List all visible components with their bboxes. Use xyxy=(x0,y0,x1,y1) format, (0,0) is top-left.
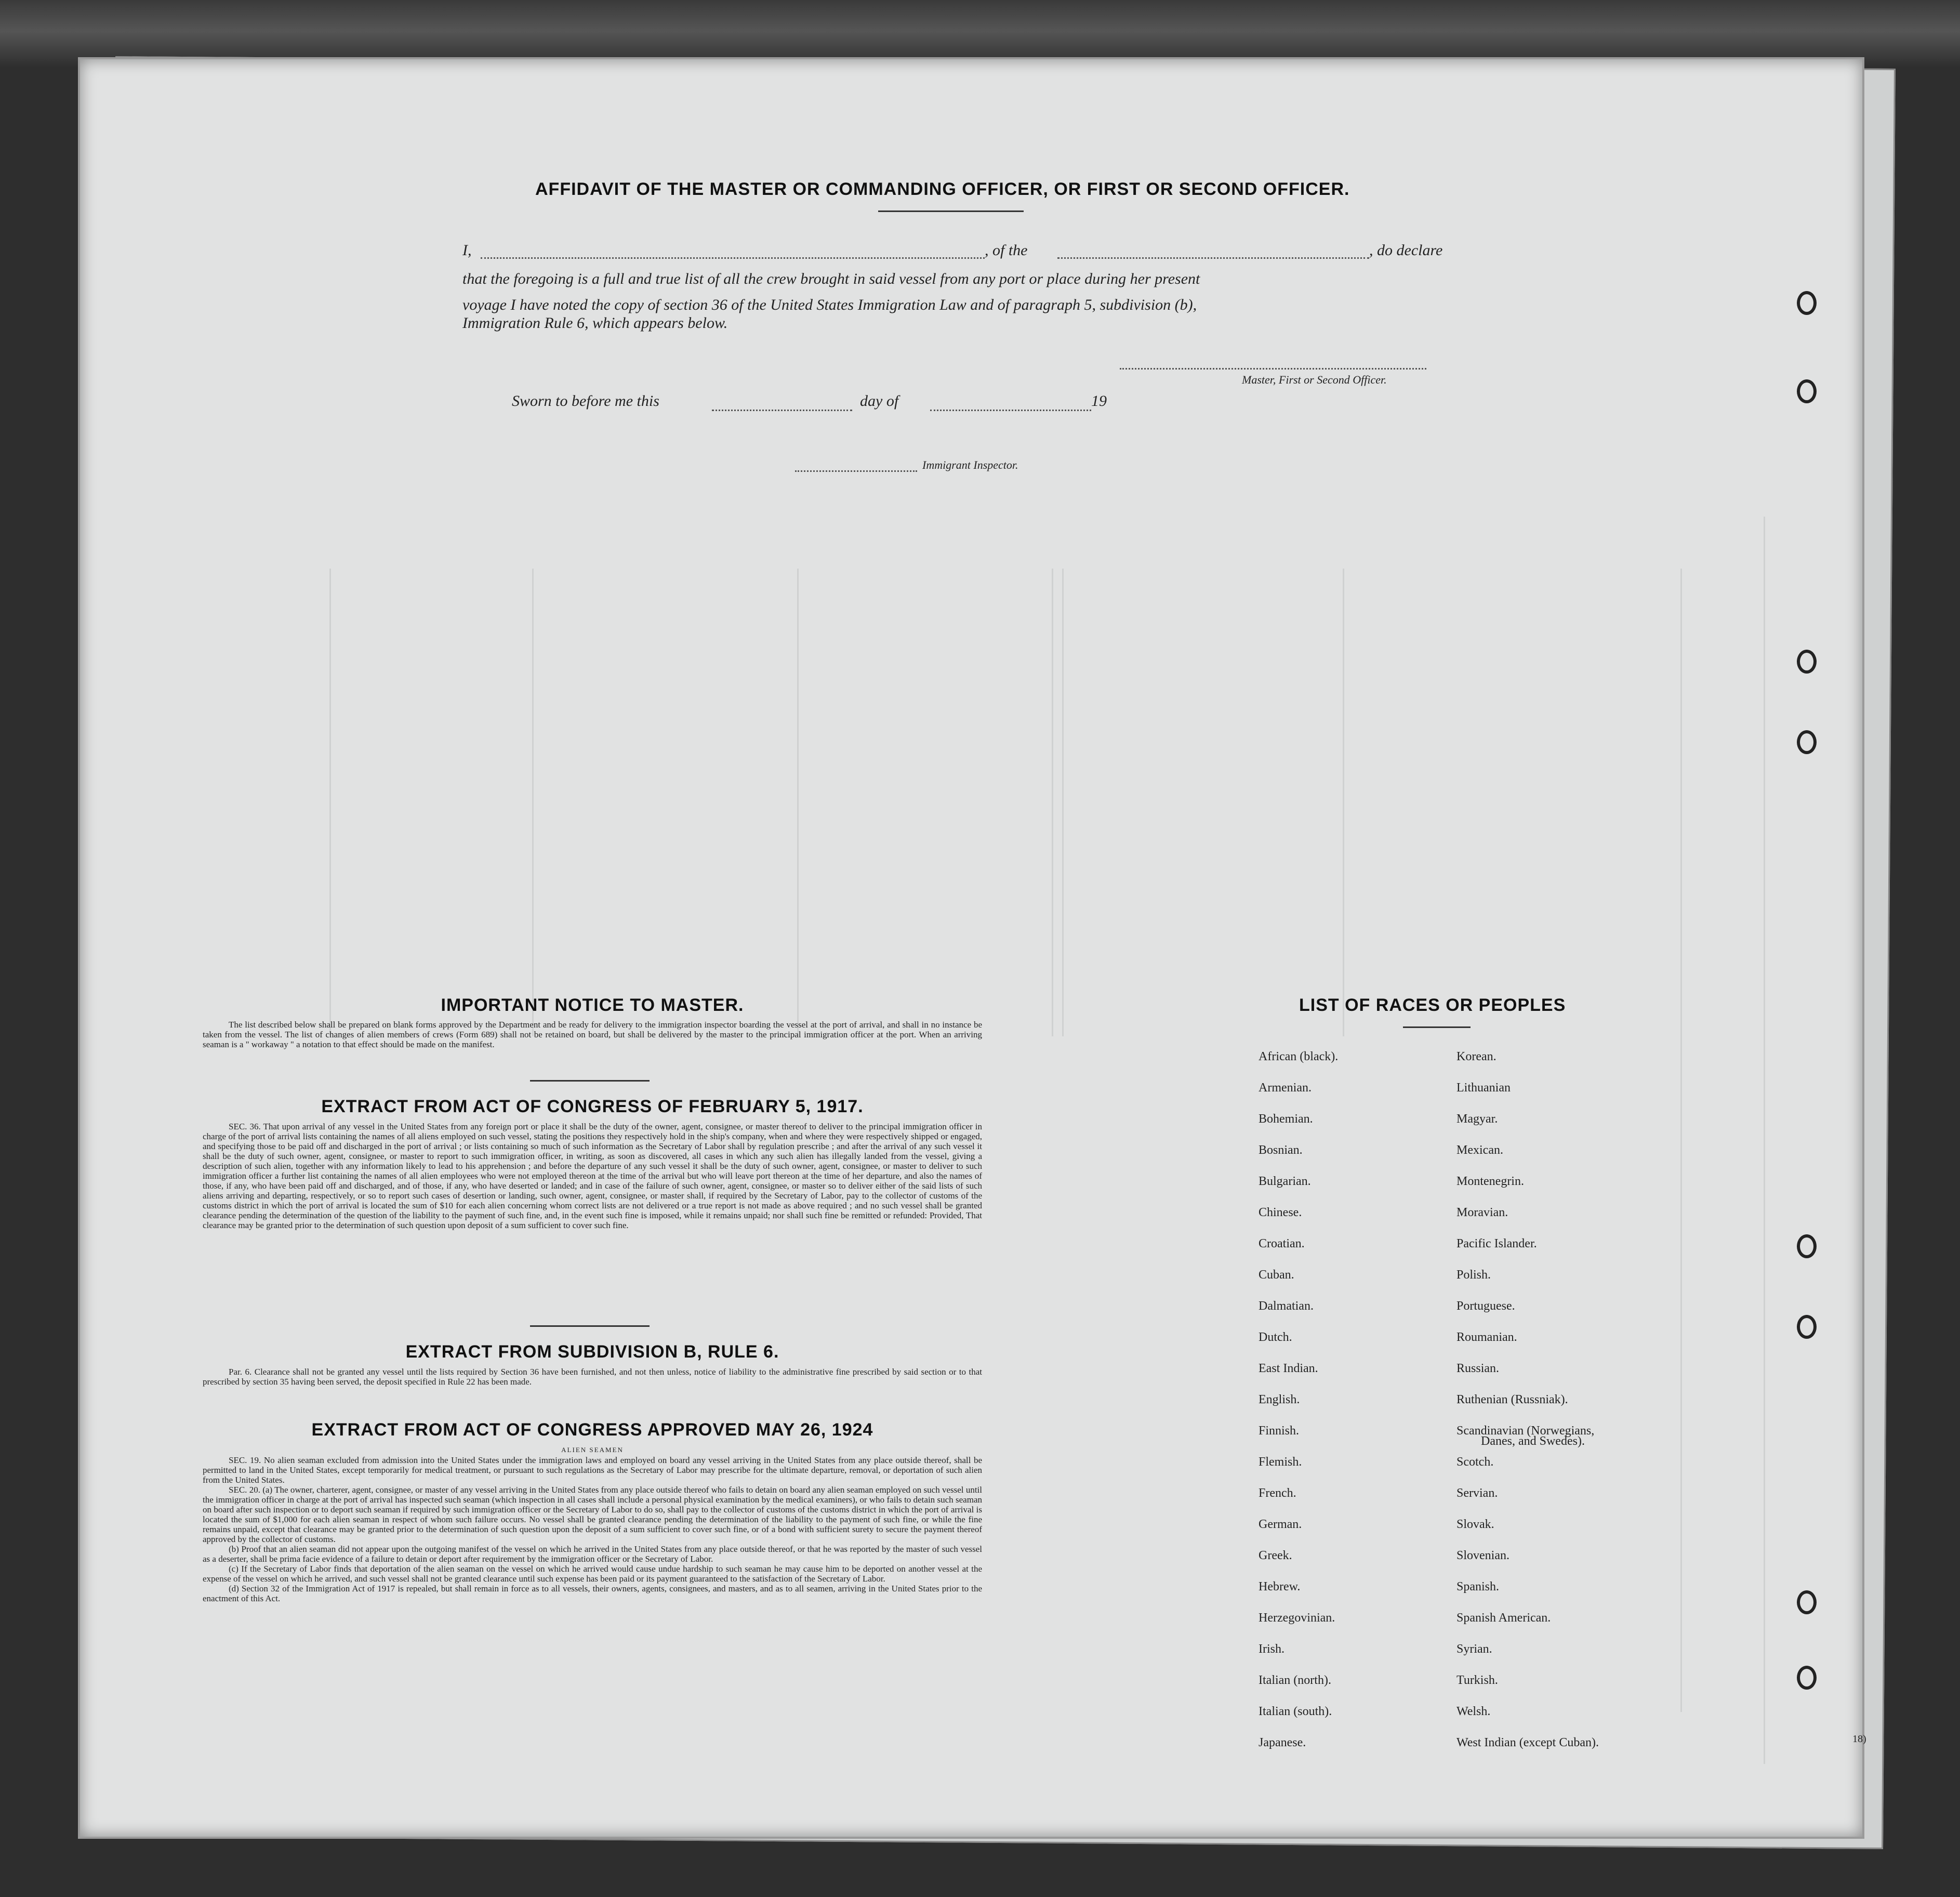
bleed-through-line xyxy=(797,569,799,1036)
race-entry: Cuban. xyxy=(1259,1268,1294,1282)
race-entry: Italian (north). xyxy=(1259,1674,1331,1687)
binder-hole xyxy=(1797,1234,1817,1258)
binder-hole xyxy=(1797,1666,1817,1690)
bleed-through-line xyxy=(329,569,331,1036)
race-entry: Hebrew. xyxy=(1259,1580,1301,1593)
binder-hole xyxy=(1797,730,1817,754)
affidavit-line-2: that the foregoing is a full and true list of all the crew brought in said vessel from any port or place during her present xyxy=(462,270,1200,287)
race-entry-continuation: Danes, and Swedes). xyxy=(1481,1434,1585,1448)
vessel-name-blank[interactable] xyxy=(1057,257,1369,259)
paragraph-6: Par. 6. Clearance shall not be granted any vessel until the lists required by Section 36 have been furnished, and not then unless, notice of liability to the administrative fine prescribed by said section or to that prescribed by section 35 having been served, the deposit specified in Rule 22 has been made. xyxy=(203,1367,982,1387)
race-entry: Scandinavian (Norwegians, xyxy=(1456,1424,1595,1438)
race-entry: Slovenian. xyxy=(1456,1549,1509,1562)
extract-1917-body xyxy=(203,1122,982,1230)
alien-seamen-subtitle: ALIEN SEAMEN xyxy=(561,1446,624,1454)
race-entry: Servian. xyxy=(1456,1486,1498,1500)
notice-body xyxy=(203,1020,982,1049)
affidavit-line-1-declare: , do declare xyxy=(1369,242,1443,259)
race-entry: Turkish. xyxy=(1456,1674,1498,1687)
bleed-through-line xyxy=(1062,569,1064,1036)
signature-label: Master, First or Second Officer. xyxy=(1242,373,1387,386)
bleed-through-line xyxy=(1764,517,1765,1764)
race-entry: Herzegovinian. xyxy=(1259,1611,1335,1625)
bleed-through-line xyxy=(1343,569,1344,1036)
title-divider xyxy=(878,210,1024,212)
inspector-signature-line[interactable] xyxy=(795,470,917,472)
section-20b-paragraph: (b) Proof that an alien seaman did not appear upon the outgoing manifest of the vessel on which he arrived in the United States from any place outside thereof, or that he was reported by the master of such vessel as a deserter, shall be prima facie evidence of a failure to detain or deport after requirement by the immigration officer or the Secretary of Labor. xyxy=(203,1544,982,1564)
binder-hole xyxy=(1797,291,1817,315)
year-prefix: 19 xyxy=(1091,392,1107,410)
day-of-text: day of xyxy=(860,392,899,410)
affidavit-line-1-start: I, xyxy=(462,242,472,259)
race-entry: Bohemian. xyxy=(1259,1112,1313,1126)
race-entry: Korean. xyxy=(1456,1050,1497,1063)
inspector-label: Immigrant Inspector. xyxy=(922,458,1018,471)
race-entry: Mexican. xyxy=(1456,1143,1503,1157)
binder-hole xyxy=(1797,1315,1817,1339)
affidavit-title: AFFIDAVIT OF THE MASTER OR COMMANDING OFFICER, OR FIRST OR SECOND OFFICER. xyxy=(535,179,1350,199)
race-entry: Bosnian. xyxy=(1259,1143,1303,1157)
section-20d-paragraph: (d) Section 32 of the Immigration Act of 1917 is repealed, but shall remain in force as to all vessels, their owners, agents, consignees, and masters, and as to all seamen, arriving in the United States prior to the enactment of this Act. xyxy=(203,1584,982,1603)
race-entry: Armenian. xyxy=(1259,1081,1312,1095)
race-entry: Spanish. xyxy=(1456,1580,1500,1593)
race-entry: Pacific Islander. xyxy=(1456,1237,1537,1250)
master-name-blank[interactable] xyxy=(481,257,985,259)
notice-title: IMPORTANT NOTICE TO MASTER. xyxy=(441,995,744,1015)
extract-1924-title: EXTRACT FROM ACT OF CONGRESS APPROVED MAY 26, 1924 xyxy=(311,1420,873,1440)
race-entry: Flemish. xyxy=(1259,1455,1302,1469)
notice-paragraph: The list described below shall be prepared on blank forms approved by the Department and be ready for delivery to the immigration inspector boarding the vessel at the port of arrival, and shall in no instance be taken from the vessel. The list of changes of alien members of crews (Form 689) shall not be retained on board, but shall be delivered by the master to the principal immigration officer at the port. When an arriving seaman is a " workaway " a notation to that effect should be made on the manifest. xyxy=(203,1020,982,1049)
races-title: LIST OF RACES OR PEOPLES xyxy=(1299,995,1566,1015)
race-entry: Welsh. xyxy=(1456,1705,1491,1718)
race-entry: Syrian. xyxy=(1456,1642,1492,1656)
section-divider xyxy=(530,1325,650,1327)
extract-1924-body xyxy=(203,1455,982,1603)
race-entry: Polish. xyxy=(1456,1268,1491,1282)
binder-hole xyxy=(1797,379,1817,403)
affidavit-line-1-of-the: , of the xyxy=(985,242,1028,259)
affidavit-line-4: Immigration Rule 6, which appears below. xyxy=(462,314,728,332)
sworn-text: Sworn to before me this xyxy=(512,392,659,410)
race-entry: African (black). xyxy=(1259,1050,1339,1063)
extract-rule-6-title: EXTRACT FROM SUBDIVISION B, RULE 6. xyxy=(405,1342,779,1362)
extract-rule-6-body xyxy=(203,1367,982,1387)
affidavit-line-3: voyage I have noted the copy of section 36 of the United States Immigration Law and of paragraph 5, subdivision (b), xyxy=(462,296,1197,313)
race-entry: Irish. xyxy=(1259,1642,1284,1656)
section-divider xyxy=(530,1080,650,1082)
master-signature-line[interactable] xyxy=(1120,368,1426,370)
race-entry: Chinese. xyxy=(1259,1206,1302,1219)
bleed-through-line xyxy=(532,569,534,1036)
section-19-paragraph: SEC. 19. No alien seaman excluded from admission into the United States under the immigration laws and employed on board any vessel arriving in the United States from any place outside thereof, shall be permitted to land in the United States, except temporarily for medical treatment, or pursuant to such regulations as the Secretary of Labor may prescribe for the ultimate departure, removal, or deportation of such alien from the United States. xyxy=(203,1455,982,1485)
race-entry: Slovak. xyxy=(1456,1518,1494,1531)
race-entry: Bulgarian. xyxy=(1259,1175,1311,1188)
race-entry: Dalmatian. xyxy=(1259,1299,1314,1313)
race-entry: Russian. xyxy=(1456,1362,1500,1375)
bleed-through-line xyxy=(1680,569,1682,1712)
race-entry: Croatian. xyxy=(1259,1237,1305,1250)
race-entry: West Indian (except Cuban). xyxy=(1456,1736,1599,1749)
race-entry: Magyar. xyxy=(1456,1112,1498,1126)
binder-hole xyxy=(1797,1590,1817,1614)
race-entry: German. xyxy=(1259,1518,1302,1531)
sworn-month-blank[interactable] xyxy=(930,410,1091,411)
race-entry: Roumanian. xyxy=(1456,1330,1517,1344)
binder-hole xyxy=(1797,650,1817,674)
races-divider xyxy=(1403,1026,1471,1028)
race-entry: East Indian. xyxy=(1259,1362,1318,1375)
section-20a-paragraph: SEC. 20. (a) The owner, charterer, agent, consignee, or master of any vessel arriving in the United States from any place outside thereof who fails to detain on board any alien seaman employed on such vessel until the immigration officer in charge at the port of arrival has inspected such seaman (which inspection in all cases shall include a personal physical examination by the medical examiners), or who fails to detain such seaman on board after such inspection or to deport such seaman if required by such immigration officer or the Secretary of Labor to do so, shall pay to the collector of customs of the customs district in which the port of arrival is located the sum of $1,000 for each alien seaman in respect of whom such failure occurs. No vessel shall be granted clearance pending the determination of the liability to the payment of such fine, or while the fine remains unpaid, except that clearance may be granted prior to the determination of such question upon the deposit of a sum sufficient to cover such fine, or of a bond with sufficient surety to secure the payment thereof approved by the collector of customs. xyxy=(203,1485,982,1544)
race-entry: Dutch. xyxy=(1259,1330,1292,1344)
section-20c-paragraph: (c) If the Secretary of Labor finds that deportation of the alien seaman on the vessel on which he arrived would cause undue hardship to such seaman he may cause him to be deported on another vessel at the expense of the vessel on which he arrived, and such vessel shall not be granted clearance until such expense has been paid or its payment guaranteed to the satisfaction of the Secretary of Labor. xyxy=(203,1564,982,1584)
sworn-day-blank[interactable] xyxy=(712,410,852,411)
race-entry: Scotch. xyxy=(1456,1455,1494,1469)
race-entry: Ruthenian (Russniak). xyxy=(1456,1393,1568,1406)
margin-mark: 18) xyxy=(1852,1733,1866,1745)
race-entry: English. xyxy=(1259,1393,1300,1406)
race-entry: Finnish. xyxy=(1259,1424,1300,1438)
race-entry: Portuguese. xyxy=(1456,1299,1515,1313)
race-entry: Lithuanian xyxy=(1456,1081,1511,1095)
race-entry: Greek. xyxy=(1259,1549,1292,1562)
section-36-paragraph: SEC. 36. That upon arrival of any vessel in the United States from any foreign port or place it shall be the duty of the owner, agent, consignee, or master thereof to deliver to the principal immigration officer in charge of the port of arrival lists containing the names of all aliens employed on such vessel, stating the positions they respectively hold in the ship's company, when and where they were respectively shipped or engaged, and specifying those to be paid off and discharged in the port of arrival ; or lists containing so much of such information as the Secretary of Labor shall by regulation prescribe ; and after the arrival of any such vessel it shall be the duty of such owner, agent, consignee, or master to report to such immigration officer, in writing, as soon as discovered, all cases in which any such alien has illegally landed from the vessel, giving a description of such alien, together with any information likely to lead to his apprehension ; and before the departure of any such vessel it shall be the duty of such owner, agent, consignee, or master to deliver to such immigration officer a further list containing the names of all alien employees who were not employed thereon at the time of the arrival but who will leave port thereon at the time of her departure, and also the names of those, if any, who have been paid off and discharged, and of those, if any, who have deserted or landed; and in case of the failure of such owner, agent, consignee, or master so to deliver either of the said lists of such aliens arriving and departing, respectively, or so to report such cases of desertion or landing, such owner, agent, consignee, or master shall, if required by the Secretary of Labor, pay to the collector of customs of the customs district in which the port of arrival is located the sum of $10 for each alien concerning whom correct lists are not delivered or a true report is not made as above required ; and no such vessel shall be granted clearance pending the determination of the question of the liability to the payment of such fine, and, in the event such fine is imposed, while it remains unpaid; nor shall such fine be remitted or refunded: Provided, That clearance may be granted prior to the determination of such question upon deposit of a sum sufficient to cover such fine. xyxy=(203,1122,982,1230)
race-entry: Japanese. xyxy=(1259,1736,1306,1749)
race-entry: Spanish American. xyxy=(1456,1611,1551,1625)
race-entry: Italian (south). xyxy=(1259,1705,1332,1718)
extract-1917-title: EXTRACT FROM ACT OF CONGRESS OF FEBRUARY 5, 1917. xyxy=(321,1097,864,1116)
bleed-through-line xyxy=(1052,569,1053,1036)
race-entry: Moravian. xyxy=(1456,1206,1508,1219)
race-entry: French. xyxy=(1259,1486,1296,1500)
race-entry: Montenegrin. xyxy=(1456,1175,1524,1188)
